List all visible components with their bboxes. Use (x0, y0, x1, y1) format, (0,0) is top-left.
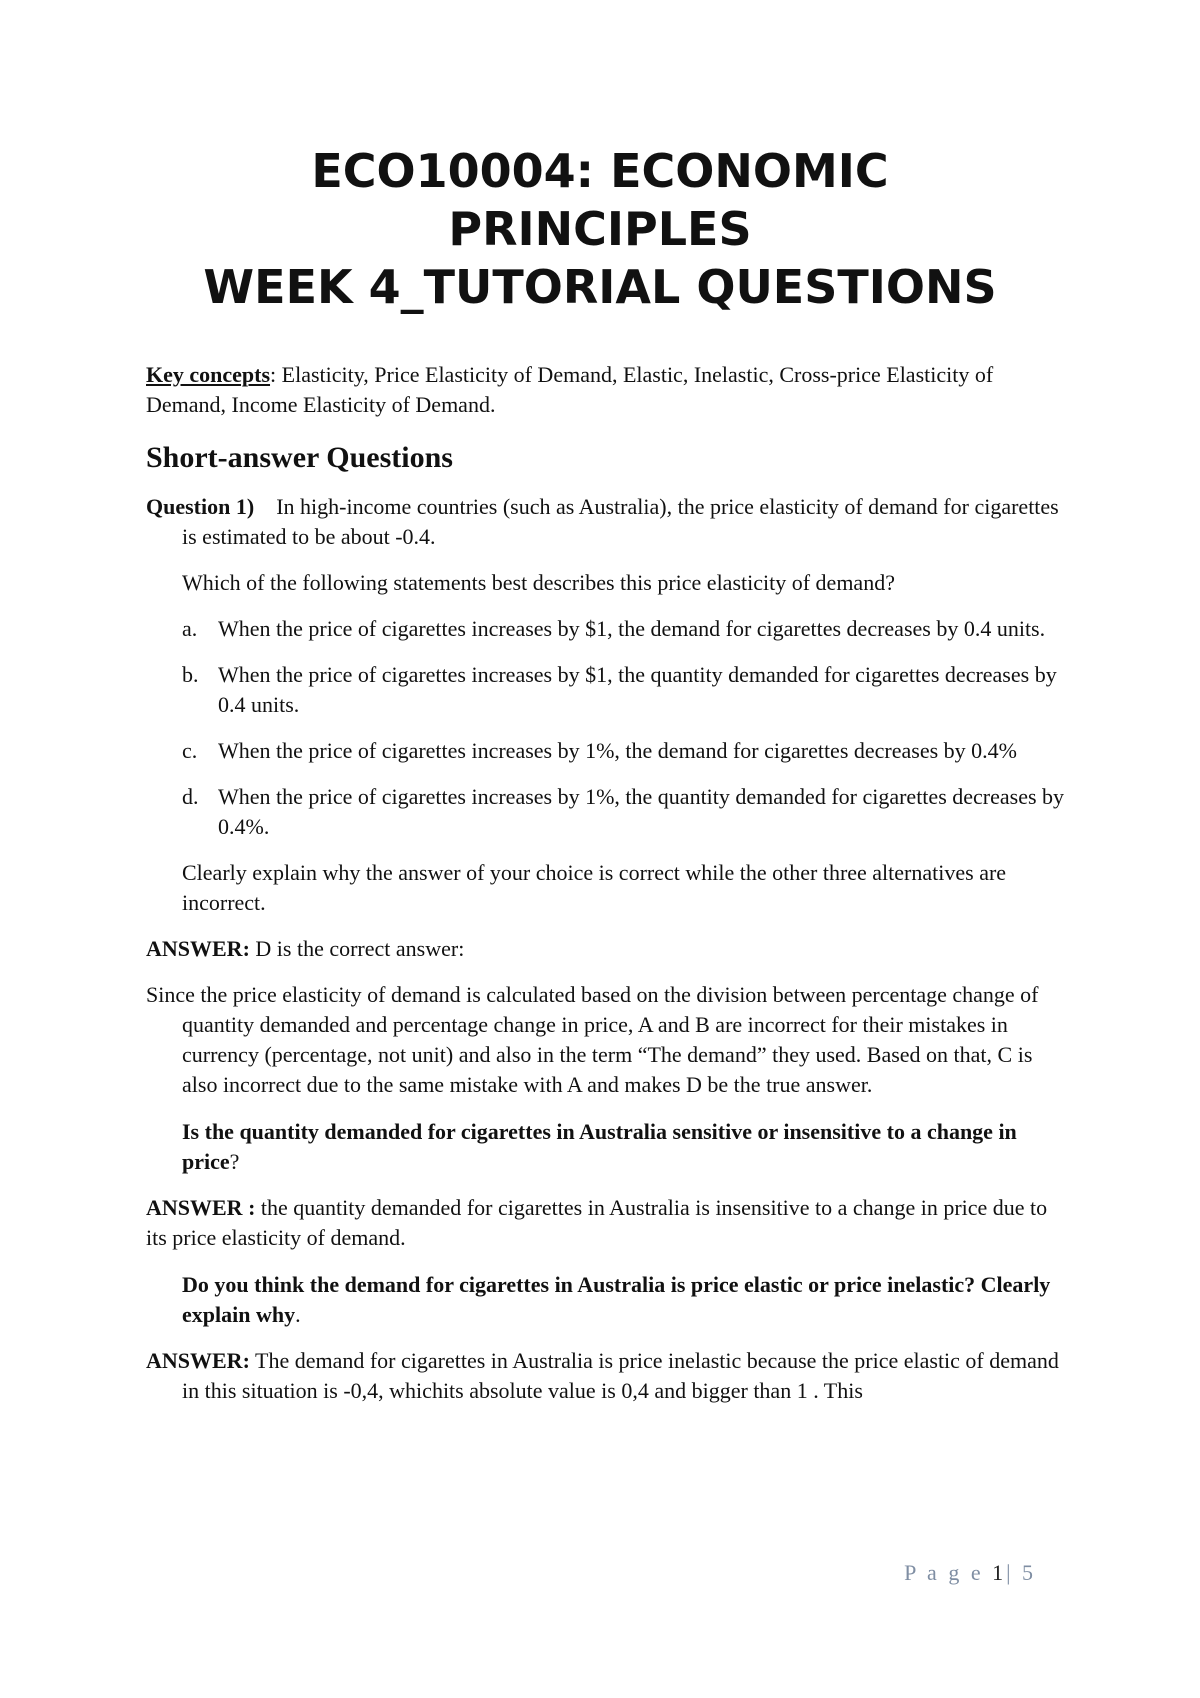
question-1-prompt: Which of the following statements best describes this price elasticity of demand? (182, 570, 895, 595)
question-3-text: Do you think the demand for cigarettes in Australia is price elastic or price inelastic? Clearly explain why (182, 1272, 1051, 1327)
option-a-text: When the price of cigarettes increases by $1, the demand for cigarettes decreases by 0.4 units. (218, 616, 1046, 641)
answer-3 (146, 1346, 1066, 1406)
option-d (146, 782, 1066, 842)
option-b (146, 660, 1066, 720)
option-c (146, 736, 1066, 766)
option-b-letter: b. (182, 662, 199, 687)
option-d-text: When the price of cigarettes increases by 1%, the quantity demanded for cigarettes decreases by 0.4%. (218, 784, 1065, 839)
key-concepts-label: Key concepts (146, 362, 271, 387)
title-line-1: ECO10004: ECONOMIC (311, 144, 889, 198)
title-line-2: PRINCIPLES (448, 202, 752, 256)
title-line-3: WEEK 4_TUTORIAL QUESTIONS (203, 260, 997, 314)
answer-2 (146, 1193, 1066, 1253)
answer-3-label: ANSWER: (146, 1348, 250, 1373)
document-title (0, 142, 1200, 316)
question-1-explain: Clearly explain why the answer of your choice is correct while the other three alternatives are incorrect. (182, 860, 1007, 915)
key-concepts (146, 360, 1066, 420)
page-number: 1 (992, 1560, 1007, 1585)
question-1-label: Question 1) (146, 494, 255, 519)
page-separator: | (1006, 1560, 1014, 1585)
question-1-text: In high-income countries (such as Australia), the price elasticity of demand for cigarettes is estimated to be about -0.4. (182, 494, 1059, 549)
question-2 (146, 1117, 1066, 1177)
question-1 (146, 492, 1066, 552)
page-word: P a g e (904, 1560, 984, 1585)
option-a-letter: a. (182, 616, 198, 641)
question-2-suffix: ? (229, 1149, 240, 1174)
option-a (146, 614, 1066, 644)
answer-1 (146, 934, 1066, 964)
question-3 (146, 1270, 1066, 1330)
question-3-suffix: . (295, 1302, 301, 1327)
answer-2-text: the quantity demanded for cigarettes in Australia is insensitive to a change in price due to its price elasticity of demand. (146, 1195, 1048, 1250)
section-heading: Short-answer Questions (146, 441, 453, 474)
answer-1-text: D is the correct answer: (249, 936, 465, 961)
total-pages: 5 (1022, 1560, 1036, 1585)
option-b-text: When the price of cigarettes increases by $1, the quantity demanded for cigarettes decreases by 0.4 units. (218, 662, 1057, 717)
answer-2-label: ANSWER : (146, 1195, 256, 1220)
question-2-text: Is the quantity demanded for cigarettes in Australia sensitive or insensitive to a change in price (182, 1119, 1017, 1174)
page-footer (904, 1560, 1036, 1586)
option-c-letter: c. (182, 738, 198, 763)
option-d-letter: d. (182, 784, 199, 809)
explanation-1: Since the price elasticity of demand is calculated based on the division between percentage change of quantity demanded and percentage change in price, A and B are incorrect for their mistakes in currency (percentage, not unit) and also in the term “The demand” they used. Based on that, C is also incorrect due to the same mistake with A and makes D be the true answer. (146, 982, 1039, 1097)
answer-3-text: The demand for cigarettes in Australia is price inelastic because the price elastic of demand in this situation is -0,4, whichits absolute value is 0,4 and bigger than 1 . This (182, 1348, 1059, 1403)
document-body (146, 360, 1066, 1406)
answer-1-label: ANSWER: (146, 936, 250, 961)
option-c-text: When the price of cigarettes increases by 1%, the demand for cigarettes decreases by 0.4% (218, 738, 1017, 763)
key-concepts-text: : Elasticity, Price Elasticity of Demand, Elastic, Inelastic, Cross-price Elasticity of Demand, Income Elasticity of Demand. (146, 362, 994, 417)
